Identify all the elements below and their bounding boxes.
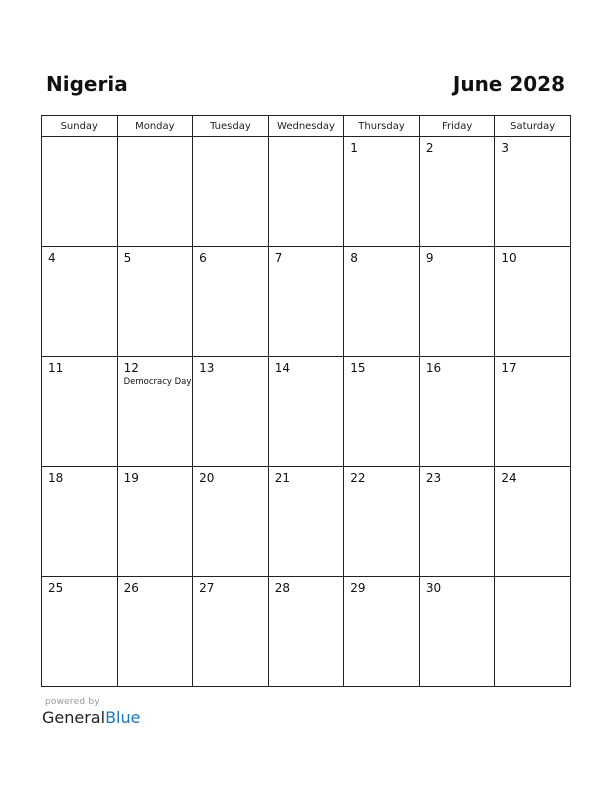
day-number: 11	[48, 361, 64, 375]
powered-by-text: powered by	[45, 697, 100, 707]
day-cell	[495, 467, 571, 577]
day-number: 4	[48, 251, 56, 265]
day-cell	[268, 467, 344, 577]
day-number: 29	[350, 581, 366, 595]
week-row	[42, 577, 571, 687]
day-cell	[42, 357, 118, 467]
weekday-friday: Friday	[419, 116, 495, 137]
day-number: 20	[199, 471, 215, 485]
day-number: 6	[199, 251, 207, 265]
day-cell	[117, 137, 193, 247]
day-cell	[193, 247, 269, 357]
day-cell	[193, 137, 269, 247]
day-cell	[42, 467, 118, 577]
day-cell	[419, 137, 495, 247]
weekday-wednesday: Wednesday	[268, 116, 344, 137]
day-cell	[193, 577, 269, 687]
day-cell	[268, 247, 344, 357]
country-title: Nigeria	[46, 72, 128, 96]
day-number: 13	[199, 361, 215, 375]
brand-general: General	[42, 708, 106, 727]
week-row	[42, 137, 571, 247]
day-cell	[193, 357, 269, 467]
day-number: 28	[274, 581, 290, 595]
day-cell	[42, 137, 118, 247]
day-number: 9	[425, 251, 434, 265]
day-number: 19	[123, 471, 139, 485]
day-number: 14	[274, 361, 290, 375]
day-number: 2	[425, 141, 434, 155]
day-cell	[344, 577, 420, 687]
day-number: 26	[123, 581, 139, 595]
day-cell-holiday	[117, 357, 193, 467]
day-cell	[495, 247, 571, 357]
day-number: 21	[274, 471, 290, 485]
day-cell	[344, 137, 420, 247]
day-cell	[419, 357, 495, 467]
day-cell	[117, 247, 193, 357]
day-number: 17	[501, 361, 517, 375]
week-row	[42, 467, 571, 577]
day-cell	[268, 357, 344, 467]
weekday-header-row	[42, 116, 571, 137]
week-row	[42, 357, 571, 467]
holiday-label: Democracy Day	[123, 377, 192, 387]
day-number: 24	[501, 471, 517, 485]
weekday-saturday: Saturday	[495, 116, 571, 137]
day-cell	[419, 247, 495, 357]
day-number: 23	[425, 471, 442, 485]
day-cell	[495, 357, 571, 467]
generalblue-logo[interactable]	[42, 708, 140, 728]
week-row	[42, 247, 571, 357]
day-cell	[344, 357, 420, 467]
day-number: 18	[48, 471, 64, 485]
day-number: 10	[501, 251, 517, 265]
day-number: 7	[274, 251, 283, 265]
weekday-thursday: Thursday	[344, 116, 420, 137]
weekday-sunday: Sunday	[42, 116, 118, 137]
day-number: 12	[123, 361, 139, 375]
brand-blue: Blue	[105, 708, 141, 727]
day-cell	[42, 577, 118, 687]
day-number: 15	[350, 361, 366, 375]
day-number: 25	[48, 581, 64, 595]
day-number: 22	[350, 471, 366, 485]
day-cell	[268, 137, 344, 247]
footer-branding	[42, 697, 140, 728]
day-cell	[268, 577, 344, 687]
day-cell	[42, 247, 118, 357]
day-cell	[344, 467, 420, 577]
day-number: 27	[199, 581, 215, 595]
weekday-tuesday: Tuesday	[193, 116, 269, 137]
day-cell	[193, 467, 269, 577]
day-number: 1	[350, 141, 358, 155]
day-cell	[419, 467, 495, 577]
day-number: 30	[425, 581, 442, 595]
day-cell	[495, 577, 571, 687]
day-number: 8	[350, 251, 358, 265]
day-number: 5	[123, 251, 132, 265]
day-cell	[495, 137, 571, 247]
day-cell	[117, 577, 193, 687]
day-number: 3	[501, 141, 510, 155]
weekday-monday: Monday	[117, 116, 193, 137]
calendar-grid	[41, 115, 571, 687]
day-cell	[344, 247, 420, 357]
day-cell	[117, 467, 193, 577]
day-number: 16	[425, 361, 442, 375]
month-year-title: June 2028	[452, 72, 565, 96]
day-cell	[419, 577, 495, 687]
